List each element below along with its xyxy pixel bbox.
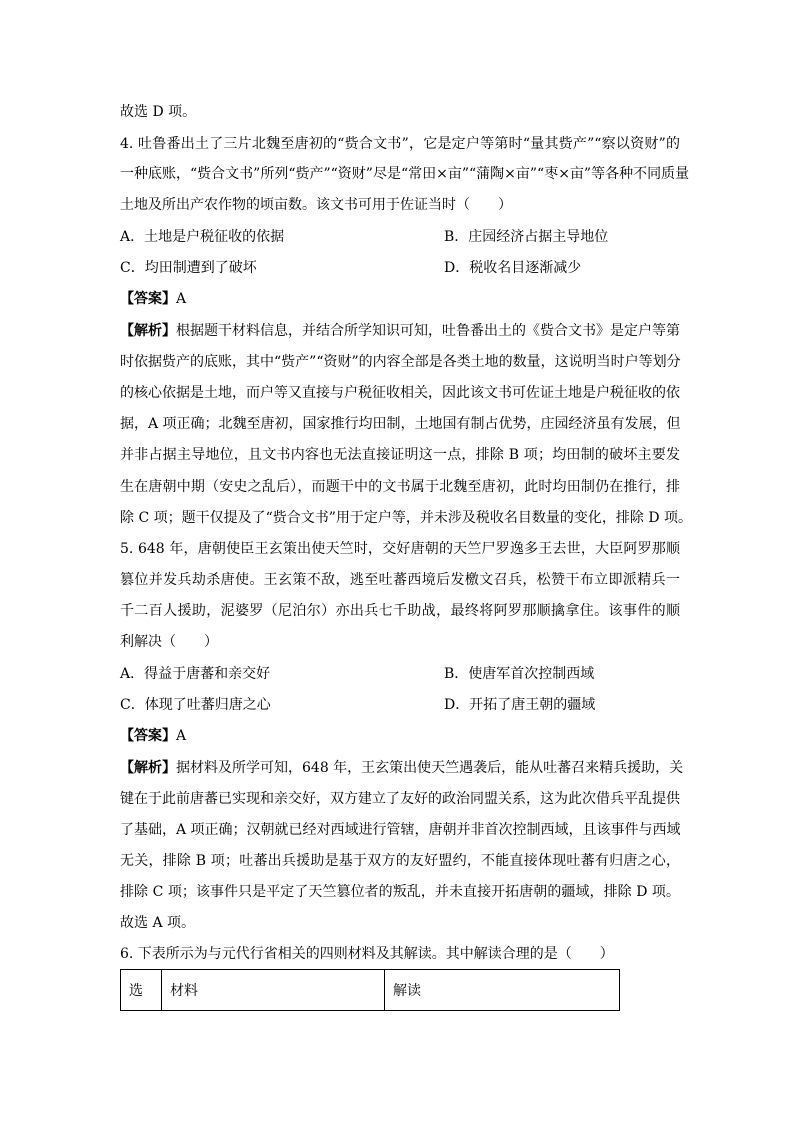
answer-label: 【答案】 [120, 728, 176, 744]
q5-analysis-line-1 [120, 758, 684, 778]
analysis-text: 根据题干材料信息，并结合所学知识可知，吐鲁番出土的《赀合文书》是定户等第 [176, 323, 680, 339]
q5-stem-line-2: 篡位并发兵劫杀唐使。王玄策不敌，逃至吐蕃西境后发檄文召兵，松赞干布立即派精兵一 [120, 572, 680, 588]
q6-stem: 6. 下表所示为与元代行省相关的四则材料及其解读。其中解读合理的是（ ） [120, 946, 614, 962]
answer-value: A [176, 728, 187, 744]
q5-stem-line-4: 利解决（ ） [120, 634, 218, 650]
q5-analysis-line-6: 故选 A 项。 [120, 915, 196, 931]
q5-analysis-line-4: 无关，排除 B 项；吐蕃出兵援助是基于双方的友好盟约，不能直接体现吐蕃有归唐之心， [120, 853, 680, 869]
table-header-interpretation: 解读 [385, 970, 620, 1011]
q5-option-a: A．得益于唐蕃和亲交好 [120, 666, 271, 682]
q6-table [120, 969, 620, 1011]
q5-analysis-line-2: 键在于此前唐蕃已实现和亲交好，双方建立了友好的政治同盟关系，这为此次借兵平乱提供 [120, 791, 680, 807]
answer-label: 【答案】 [120, 291, 176, 307]
table-header-option: 选 [121, 970, 162, 1011]
q5-answer [120, 726, 680, 746]
q5-option-d: D．开拓了唐王朝的疆域 [444, 697, 596, 713]
q5-analysis-line-3: 了基础，A 项正确；汉朝就已经对西域进行管辖，唐朝并非首次控制西域，且该事件与西域 [120, 822, 681, 838]
q4-stem-line-3: 土地及所出产农作物的顷亩数。该文书可用于佐证当时（ ） [120, 197, 512, 213]
q4-analysis-line-2: 时依据赀产的底账，其中“赀产”“资财”的内容全部是各类土地的数量，这说明当时户等划分 [120, 354, 681, 370]
q4-option-d: D．税收名目逐渐减少 [444, 260, 582, 276]
q4-option-c: C．均田制遭到了破坏 [120, 260, 257, 276]
analysis-label: 【解析】 [120, 760, 176, 776]
q4-option-b: B．庄园经济占据主导地位 [444, 229, 609, 245]
q4-analysis-line-4: 据，A 项正确；北魏至唐初，国家推行均田制，土地国有制占优势，庄园经济虽有发展，但 [120, 416, 681, 432]
q4-analysis-line-1 [120, 321, 680, 341]
q5-analysis-line-5: 排除 C 项；该事件只是平定了天竺篡位者的叛乱，并未直接开拓唐朝的疆域，排除 D 项。 [120, 884, 680, 900]
table-header-row [121, 970, 620, 1011]
table-header-material: 材料 [162, 970, 385, 1011]
q4-analysis-line-3: 的核心依据是土地，而户等又直接与户税征收相关，因此该文书可佐证土地是户税征收的依 [120, 385, 680, 401]
q5-option-b: B．使唐军首次控制西域 [444, 666, 595, 682]
q4-stem-line-2: 一种底账，“赀合文书”所列“赀产”“资财”尽是“常田×亩”“蒲陶×亩”“枣×亩”等各种不同质量 [120, 166, 690, 182]
q4-option-a: A．土地是户税征收的依据 [120, 229, 285, 245]
q5-stem-line-3: 千二百人援助，泥婆罗（尼泊尔）亦出兵七千助战，最终将阿罗那顺擒拿住。该事件的顺 [120, 603, 680, 619]
answer-value: A [176, 291, 187, 307]
q4-analysis-line-7: 除 C 项；题干仅提及了“赀合文书”用于定户等，并未涉及税收名目数量的变化，排除 D 项。 [120, 510, 693, 526]
answer-conclusion: 故选 D 项。 [120, 104, 197, 120]
analysis-label: 【解析】 [120, 323, 176, 339]
q4-analysis-line-6: 生在唐朝中期（安史之乱后），而题干中的文书属于北魏至唐初，此时均田制仍在推行，排 [120, 479, 680, 495]
q4-stem-line-1: 4. 吐鲁番出土了三片北魏至唐初的“赀合文书”，它是定户等第时“量其赀产”“察以资财”的 [120, 136, 680, 152]
analysis-text: 据材料及所学可知，648 年，王玄策出使天竺遇袭后，能从吐蕃召来精兵援助，关 [176, 760, 684, 776]
q4-answer [120, 289, 680, 309]
q5-option-c: C．体现了吐蕃归唐之心 [120, 697, 271, 713]
q4-analysis-line-5: 并非占据主导地位，且文书内容也无法直接证明这一点，排除 B 项；均田制的破坏主要发 [120, 447, 680, 463]
q5-stem-line-1: 5. 648 年，唐朝使臣王玄策出使天竺时，交好唐朝的天竺尸罗逸多王去世，大臣阿罗那顺 [120, 541, 680, 557]
